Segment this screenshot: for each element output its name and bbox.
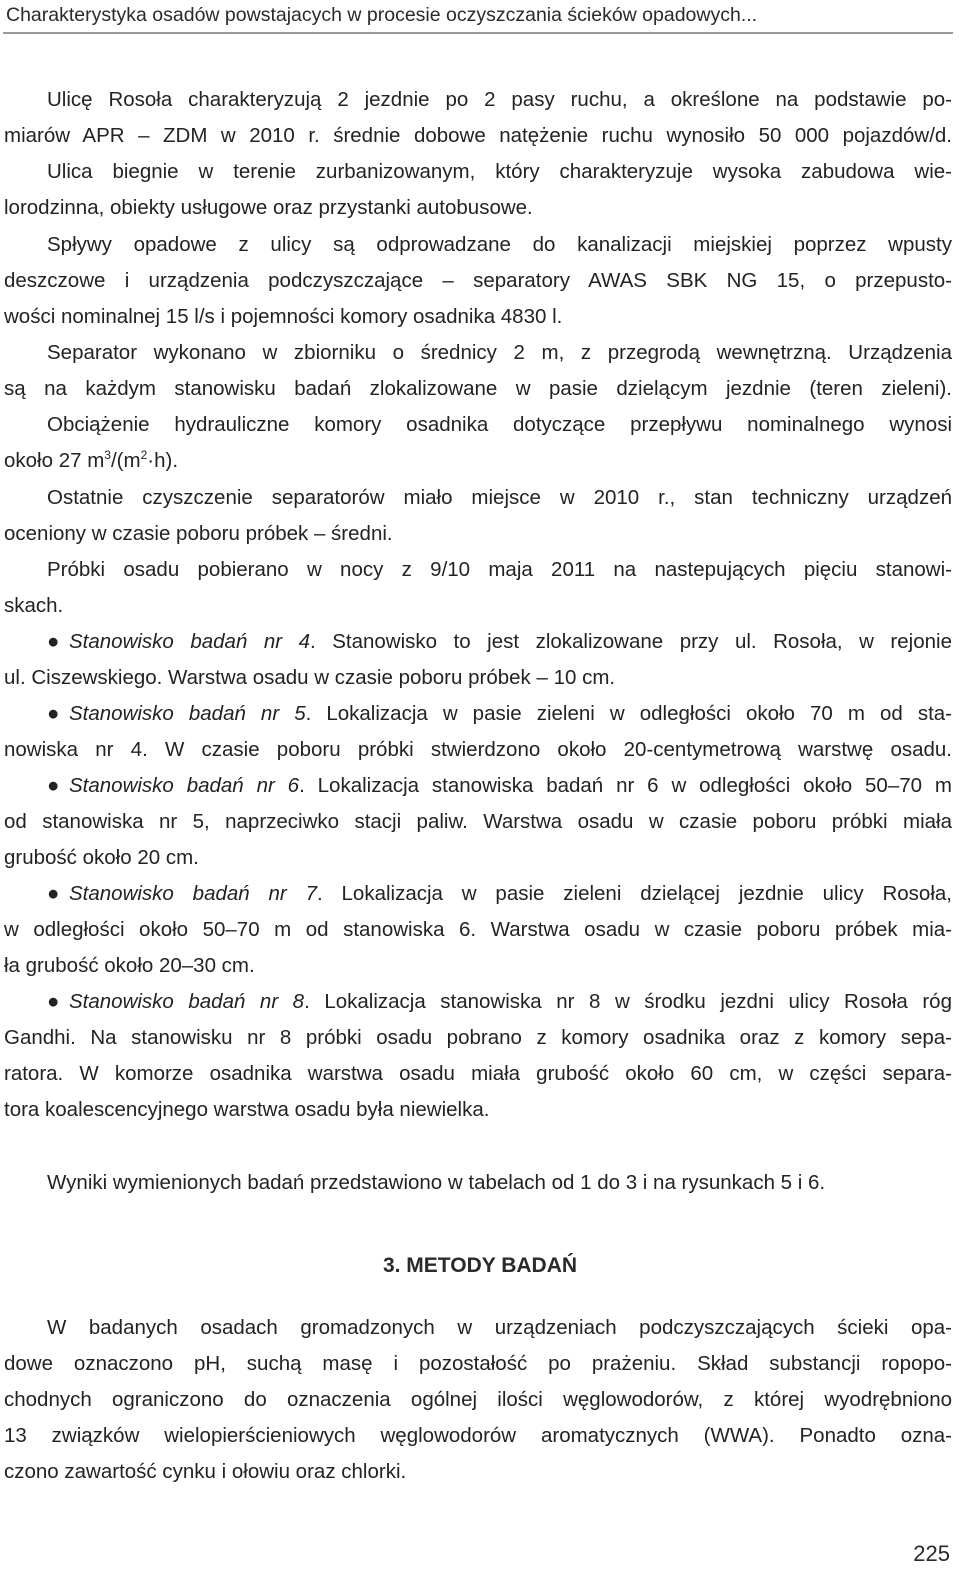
paragraph-line: chodnych ograniczono do oznaczenia ogólnej ilości węglowodorów, z której wyodrębniono	[4, 1388, 952, 1411]
paragraph-line: ratora. W komorze osadnika warstwa osadu miała grubość około 60 cm, w części separa-	[4, 1062, 952, 1085]
paragraph-line: oceniony w czasie poboru próbek – średni.	[4, 522, 393, 545]
bullet-icon: ●	[47, 990, 60, 1013]
paragraph-line: w odległości około 50–70 m od stanowiska 6. Warstwa osadu w czasie poboru próbek mia-	[4, 918, 952, 941]
site-description: . Lokalizacja w pasie zieleni dzielącej jezdnie ulicy Rosoła,	[316, 882, 952, 905]
paragraph-line: tora koalescencyjnego warstwa osadu była niewielka.	[4, 1098, 490, 1121]
paragraph-line: nowiska nr 4. W czasie poboru próbki stwierdzono około 20-centymetrową warstwę osadu.	[4, 738, 952, 761]
site-description: . Lokalizacja stanowiska nr 8 w środku jezdni ulicy Rosoła róg	[304, 990, 952, 1013]
paragraph-line: lorodzinna, obiekty usługowe oraz przystanki autobusowe.	[4, 196, 533, 219]
paragraph-line: dowe oznaczono pH, suchą masę i pozostałość po prażeniu. Skład substancji ropopo-	[4, 1352, 952, 1375]
paragraph-line: W badanych osadach gromadzonych w urządzeniach podczyszczających ścieki opa-	[47, 1316, 952, 1339]
paragraph-line: Separator wykonano w zbiorniku o średnicy 2 m, z przegrodą wewnętrzną. Urządzenia	[47, 341, 952, 364]
paragraph-line: Ostatnie czyszczenie separatorów miało miejsce w 2010 r., stan techniczny urządzeń	[47, 486, 952, 509]
paragraph-line: Spływy opadowe z ulicy są odprowadzane do kanalizacji miejskiej poprzez wpusty	[47, 233, 952, 256]
header-rule	[3, 32, 953, 34]
site-5-bullet-line	[4, 700, 952, 728]
paragraph-line: grubość około 20 cm.	[4, 846, 199, 869]
paragraph-line: deszczowe i urządzenia podczyszczające – separatory AWAS SBK NG 15, o przepusto-	[4, 269, 952, 292]
paragraph-line: miarów APR – ZDM w 2010 r. średnie dobowe natężenie ruchu wynosiło 50 000 pojazdów/d.	[4, 124, 952, 147]
paragraph-line: Ulicę Rosoła charakteryzują 2 jezdnie po 2 pasy ruchu, a określone na podstawie po-	[47, 88, 952, 111]
site-7-bullet-line	[4, 880, 952, 908]
section-heading: 3. METODY BADAŃ	[382, 1254, 578, 1277]
site-label: Stanowisko badań nr 4	[69, 630, 310, 653]
site-6-bullet-line	[4, 772, 952, 800]
paragraph-line-with-units	[4, 447, 952, 475]
site-label: Stanowisko badań nr 8	[69, 990, 305, 1013]
site-description: . Lokalizacja stanowiska badań nr 6 w odległości około 50–70 m	[299, 774, 952, 797]
running-title: Charakterystyka osadów powstajacych w procesie oczyszczania ścieków opadowych...	[6, 4, 758, 26]
site-label: Stanowisko badań nr 6	[69, 774, 300, 797]
site-label: Stanowisko badań nr 7	[69, 882, 317, 905]
bullet-icon: ●	[47, 882, 60, 905]
page-number: 225	[913, 1541, 950, 1566]
paragraph-line: Ulica biegnie w terenie zurbanizowanym, który charakteryzuje wysoka zabudowa wie-	[47, 160, 952, 183]
bullet-icon: ●	[47, 774, 60, 797]
paragraph-line: są na każdym stanowisku badań zlokalizowane w pasie dzielącym jezdnie (teren zieleni).	[4, 377, 952, 400]
paragraph-line: wości nominalnej 15 l/s i pojemności komory osadnika 4830 l.	[4, 305, 563, 328]
paragraph-line: Obciążenie hydrauliczne komory osadnika dotyczące przepływu nominalnego wynosi	[47, 413, 952, 436]
paragraph-line: 13 związków wielopierścieniowych węglowodorów aromatycznych (WWA). Ponadto ozna-	[4, 1424, 952, 1447]
paragraph-line: od stanowiska nr 5, naprzeciwko stacji paliw. Warstwa osadu w czasie poboru próbki miała	[4, 810, 952, 833]
paragraph-line: ul. Ciszewskiego. Warstwa osadu w czasie poboru próbek – 10 cm.	[4, 666, 616, 689]
results-sentence: Wyniki wymienionych badań przedstawiono w tabelach od 1 do 3 i na rysunkach 5 i 6.	[47, 1171, 826, 1194]
site-description: . Stanowisko to jest zlokalizowane przy ul. Rosoła, w rejonie	[310, 630, 952, 653]
paragraph-line: skach.	[4, 594, 64, 617]
text-segment: około 27 m	[4, 449, 105, 472]
paragraph-line: Gandhi. Na stanowisku nr 8 próbki osadu pobrano z komory osadnika oraz z komory sepa-	[4, 1026, 952, 1049]
site-8-bullet-line	[4, 988, 952, 1016]
paragraph-line: ła grubość około 20–30 cm.	[4, 954, 255, 977]
bullet-icon: ●	[47, 702, 60, 725]
superscript: 2	[140, 448, 148, 462]
text-segment: ·h).	[147, 449, 179, 472]
bullet-icon: ●	[47, 630, 60, 653]
superscript: 3	[104, 448, 111, 462]
paragraph-line: Próbki osadu pobierano w nocy z 9/10 maja 2011 na nastepujących pięciu stanowi-	[47, 558, 952, 581]
running-header	[0, 0, 960, 36]
site-4-bullet-line	[4, 628, 952, 656]
paragraph-line: czono zawartość cynku i ołowiu oraz chlorki.	[4, 1460, 407, 1483]
site-label: Stanowisko badań nr 5	[69, 702, 306, 725]
text-segment: /(m	[110, 449, 141, 472]
site-description: . Lokalizacja w pasie zieleni w odległości około 70 m od sta-	[305, 702, 952, 725]
